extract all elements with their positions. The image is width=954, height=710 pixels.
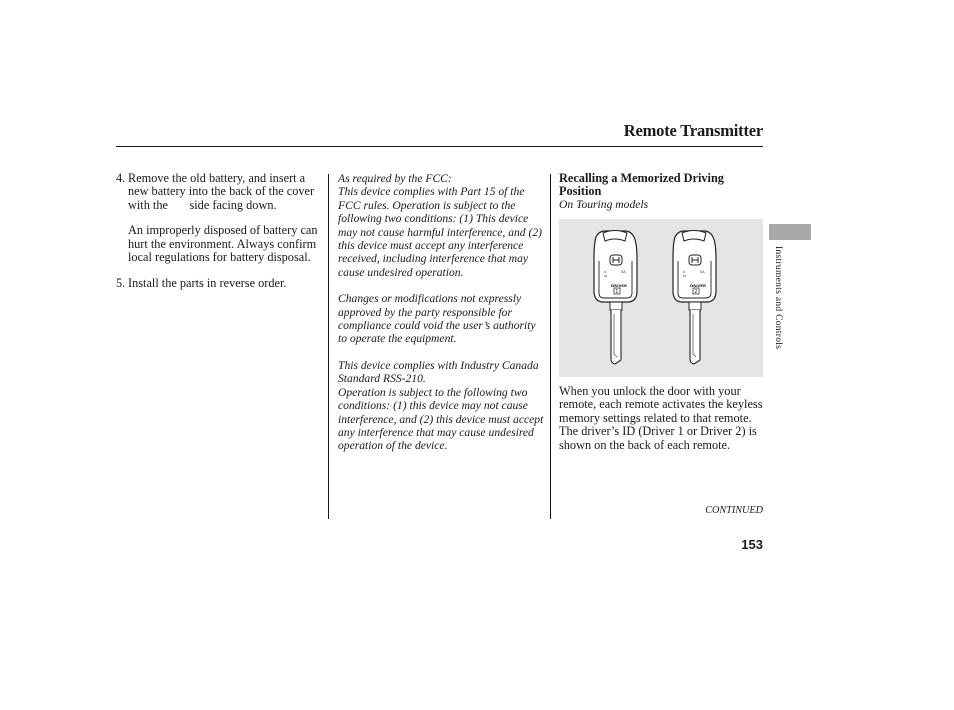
step-5 — [116, 277, 326, 290]
driver-id-paragraph: When you unlock the door with your remote, each remote activates the keyless memory settings related to that remote. The driver’s ID (Driver 1 or Driver 2) is shown on the back of each remote. — [559, 384, 763, 452]
key-2-driver-label: DRIVER — [690, 283, 706, 288]
industry-canada-statement: Operation is subject to the following two conditions: (1) this device may not cause interference, and (2) this device must accept any interference that may cause undesired operation of the device. — [338, 385, 544, 453]
remote-keys-figure — [559, 219, 763, 377]
battery-disposal-note: An improperly disposed of battery can hurt the environment. Always confirm local regulations for battery disposal. — [128, 223, 318, 265]
key-2-driver-number: 2 — [694, 289, 698, 295]
right-column — [559, 172, 764, 211]
fcc-intro: As required by the FCC: — [338, 172, 452, 185]
column-divider-1 — [328, 174, 329, 519]
column-divider-2 — [550, 174, 551, 519]
fcc-column — [338, 172, 544, 453]
key-1-driver-label: DRIVER — [611, 283, 627, 288]
svg-text:SA: SA — [621, 270, 626, 274]
key-1-driver-number: 1 — [615, 289, 619, 295]
remote-key-1-icon — [594, 231, 637, 365]
page-number: 153 — [741, 537, 763, 552]
page-title: Remote Transmitter — [623, 121, 763, 140]
section-heading: Recalling a Memorized Driving Position — [559, 171, 724, 199]
fcc-statement: This device complies with Part 15 of the FCC rules. Operation is subject to the following two conditions: (1) This device may not cause harmful interference, and (2) this device must accept any interference received, including interference that may cause undesired operation. — [338, 185, 543, 279]
industry-canada-line: This device complies with Industry Canada Standard RSS-210. — [338, 358, 539, 386]
step-4-number: 4. — [116, 171, 126, 185]
step-5-number: 5. — [116, 276, 126, 291]
continued-label: CONTINUED — [705, 505, 763, 516]
left-column — [116, 172, 326, 291]
section-tab — [769, 224, 811, 240]
title-rule — [116, 146, 763, 147]
section-subheading: On Touring models — [559, 198, 649, 212]
step-4-text: Remove the old battery, and insert a new battery into the back of the cover with the side facing down. — [128, 171, 315, 212]
step-4 — [116, 172, 326, 264]
section-tab-label: Instruments and Controls — [773, 246, 783, 350]
remote-keys-illustration — [559, 219, 763, 377]
svg-text:SA: SA — [700, 270, 705, 274]
remote-key-2-icon — [673, 231, 716, 365]
step-5-text: Install the parts in reverse order. — [128, 276, 287, 291]
fcc-changes-warning: Changes or modifications not expressly approved by the party responsible for compliance could void the user’s authority to operate the equipment. — [338, 292, 536, 346]
